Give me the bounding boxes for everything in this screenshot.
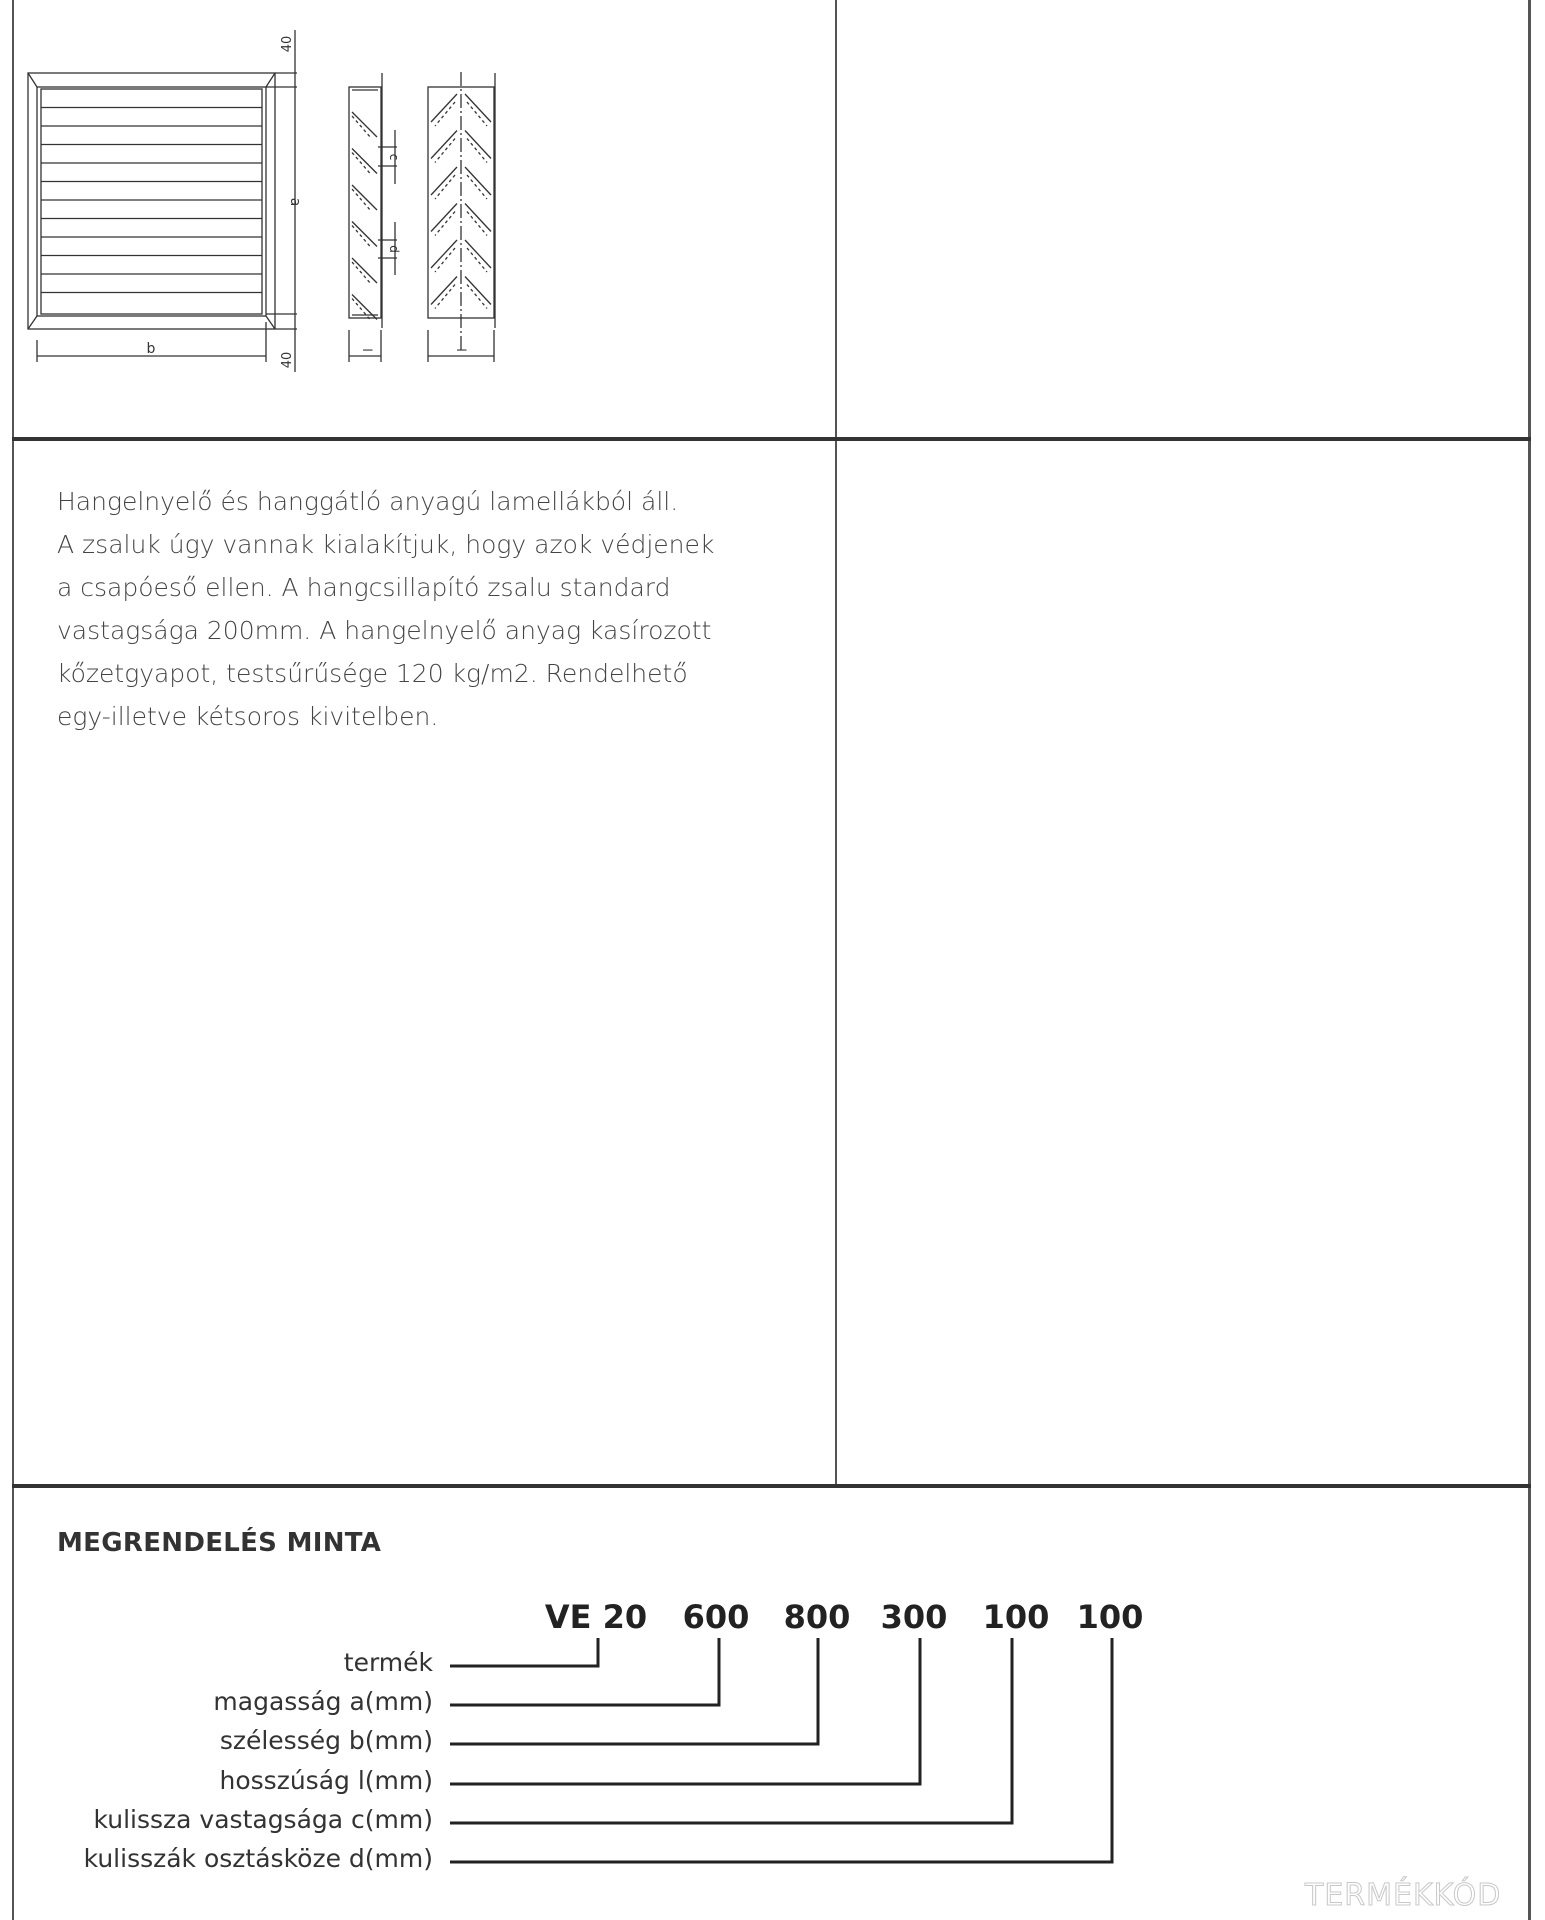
drawing-line: [431, 204, 457, 232]
dim-top-label: 40: [280, 35, 295, 53]
louver-technical-drawing: [0, 0, 850, 440]
drawing-line: [352, 112, 377, 137]
order-code-diagram: [0, 1580, 1545, 1880]
drawing-line: [465, 204, 491, 232]
drawing-line: [352, 226, 371, 248]
drawing-line: [431, 277, 457, 305]
row-divider-bottom: [12, 1484, 1531, 1488]
connector-line: [450, 1638, 598, 1666]
drawing-line: [431, 131, 457, 159]
dim-a-label: a: [287, 197, 303, 207]
dim-d-label: d: [387, 245, 401, 253]
code-length: 300: [880, 1598, 948, 1636]
dim-bottom-label: 40: [280, 351, 295, 369]
drawing-line: [352, 258, 377, 283]
code-baffle-spacing: 100: [1076, 1598, 1144, 1636]
label-length: hosszúság l(mm): [219, 1766, 433, 1795]
drawing-line: [352, 116, 371, 138]
label-height: magasság a(mm): [213, 1687, 433, 1716]
description-line: a csapóeső ellen. A hangcsillapító zsalu standard: [57, 573, 671, 602]
dim-l2-label: l: [454, 348, 468, 352]
connector-line: [450, 1638, 920, 1784]
label-product: termék: [343, 1648, 433, 1677]
drawing-line: [352, 262, 371, 284]
side-view-single: [349, 73, 397, 362]
connector-line: [450, 1638, 719, 1705]
drawing-line: [465, 94, 491, 122]
product-description: [57, 480, 777, 738]
description-line: Hangelnyelő és hanggátló anyagú lamellákból áll.: [57, 487, 679, 516]
connector-lines: [0, 1580, 1545, 1880]
drawing-line: [352, 299, 371, 321]
dim-l1-label: l: [360, 348, 374, 352]
drawing-line: [352, 153, 371, 175]
description-line: egy-illetve kétsoros kivitelben.: [57, 702, 439, 731]
label-width: szélesség b(mm): [219, 1726, 433, 1755]
code-height: 600: [682, 1598, 750, 1636]
front-view: [28, 30, 297, 372]
description-line: kőzetgyapot, testsűrűsége 120 kg/m2. Rendelhető: [57, 659, 688, 688]
drawing-line: [431, 167, 457, 195]
label-baffle-spacing: kulisszák osztásköze d(mm): [83, 1844, 433, 1873]
dim-b-label: b: [146, 341, 156, 357]
drawing-line: [465, 131, 491, 159]
description-line: A zsaluk úgy vannak kialakítjuk, hogy azok védjenek: [57, 530, 715, 559]
code-baffle-thickness: 100: [982, 1598, 1050, 1636]
drawing-line: [352, 189, 371, 211]
drawing-line: [352, 295, 377, 320]
description-line: vastagsága 200mm. A hangelnyelő anyag kasírozott: [57, 616, 712, 645]
drawing-line: [352, 222, 377, 247]
order-example-heading: MEGRENDELÉS MINTA: [57, 1528, 382, 1558]
drawing-line: [431, 240, 457, 268]
drawing-line: [465, 167, 491, 195]
connector-line: [450, 1638, 818, 1744]
product-code-watermark: TERMÉKKÓD: [1305, 1878, 1502, 1913]
drawing-line: [465, 240, 491, 268]
drawing-line: [431, 94, 457, 122]
drawing-line: [352, 185, 377, 210]
dim-c-label: c: [387, 153, 401, 161]
code-width: 800: [783, 1598, 851, 1636]
code-product: VE 20: [544, 1598, 648, 1636]
side-view-double: [428, 72, 495, 362]
drawing-line: [465, 277, 491, 305]
label-baffle-thickness: kulissza vastagsága c(mm): [93, 1805, 433, 1834]
drawing-line: [352, 149, 377, 174]
